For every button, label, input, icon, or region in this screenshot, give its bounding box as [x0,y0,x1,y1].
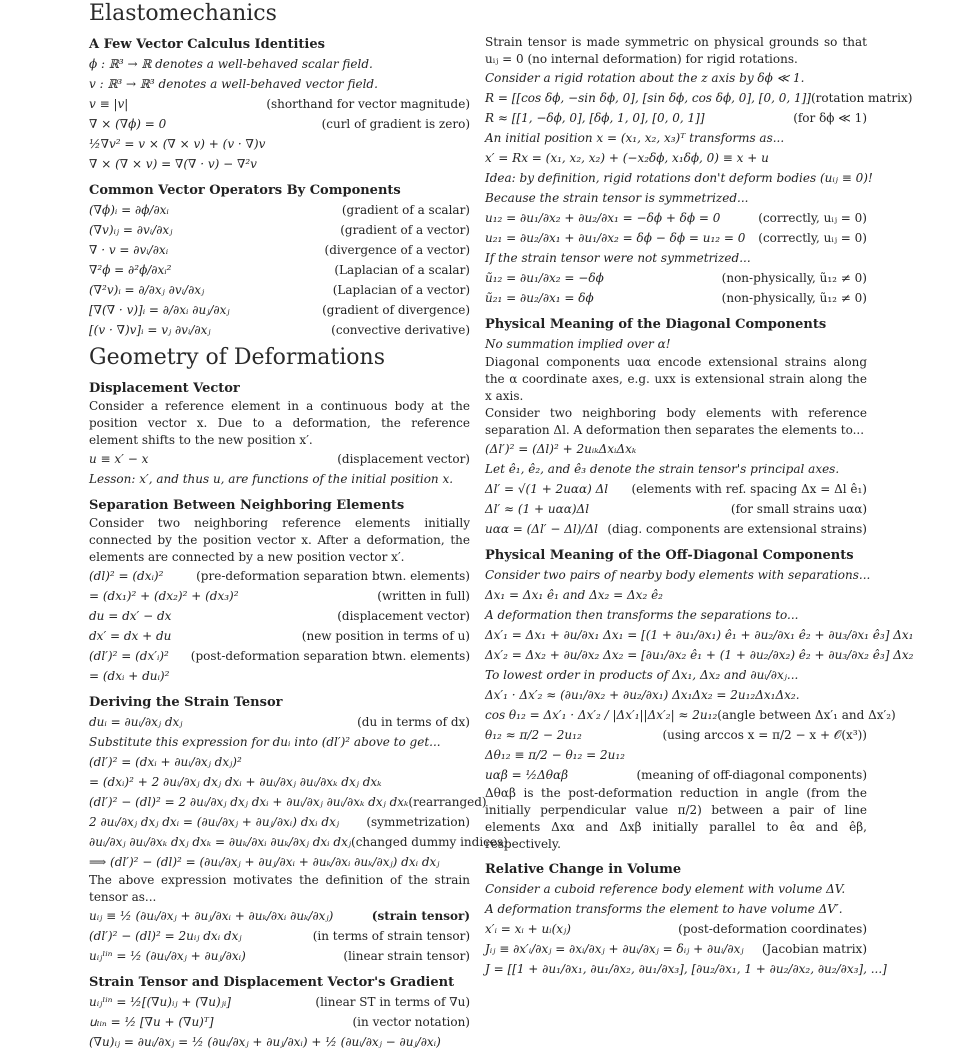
equation: x′ᵢ = xᵢ + uᵢ(xⱼ) [485,922,571,936]
equation-row [89,926,470,946]
equation-note: (post-deformation separation btwn. elements) [190,649,470,663]
equation-row [485,68,867,88]
equation: = (dxᵢ)² + 2 ∂uᵢ/∂xⱼ dxⱼ dxᵢ + ∂uᵢ/∂xⱼ ∂uᵢ/∂xₖ dxⱼ dxₖ [89,775,382,789]
equation-row [485,605,867,625]
paragraph: Consider two neighboring reference elements initially connected by the position vector x. After a deformation, the elements are connected by a new position vector x′. [89,516,470,564]
equation-note: (divergence of a vector) [324,243,470,257]
equation-note: (gradient of divergence) [322,303,470,317]
equation-row [89,94,470,114]
equation-note: (meaning of off-diagonal components) [636,768,867,782]
equation-note: (for small strains uαα) [730,502,867,516]
equation-note: (Laplacian of a scalar) [334,263,470,277]
subsection-heading: Physical Meaning of the Diagonal Components [485,317,827,332]
equation: R ≈ [[1, −δϕ, 0], [δϕ, 1, 0], [0, 0, 1]] [485,111,705,125]
equation: (∇v)ᵢⱼ = ∂vᵢ/∂xⱼ [89,223,173,237]
equation: Substitute this expression for duᵢ into (dl′)² above to get... [89,735,441,749]
paragraph: The above expression motivates the definition of the strain tensor as... [89,873,470,904]
equation: Consider a cuboid reference body element with volume ΔV. [485,882,846,896]
equation: Δx′₁ = Δx₁ + ∂u/∂x₁ Δx₁ = [(1 + ∂u₁/∂x₁) ê₁ + ∂u₂/∂x₁ ê₂ + ∂u₃/∂x₁ ê₃] Δx₁ [485,628,914,642]
equation-note: (angle between Δx′₁ and Δx′₂) [717,708,896,722]
equation: u₁₂ = ∂u₁/∂x₂ + ∂u₂/∂x₁ = −δϕ + δϕ = 0 [485,211,721,225]
section-heading: Geometry of Deformations [89,345,386,370]
equation: (∇u)ᵢⱼ = ∂uᵢ/∂xⱼ = ½ (∂uᵢ/∂xⱼ + ∂uⱼ/∂xᵢ) + ½ (∂uᵢ/∂xⱼ − ∂uⱼ/∂xᵢ) [89,1035,441,1049]
equation-row [485,108,867,128]
equation-row [89,134,470,154]
left-column [89,0,508,1052]
equation-row [89,74,470,94]
equation: Δx′₁ · Δx′₂ ≈ (∂u₁/∂x₂ + ∂u₂/∂x₁) Δx₁Δx₂ = 2u₁₂Δx₁Δx₂. [485,688,800,702]
equation-row [89,812,470,832]
subsection-heading: A Few Vector Calculus Identities [89,37,325,52]
equation-row [89,752,470,772]
equation: cos θ₁₂ = Δx′₁ · Δx′₂ / |Δx′₁||Δx′₂| ≈ 2u₁₂ [485,708,718,722]
equation: uαβ = ½Δθαβ [485,768,569,782]
equation-note: (rotation matrix) [810,91,913,105]
equation-note: (pre-deformation separation btwn. elements) [196,569,470,583]
equation-row [89,54,470,74]
paragraph: Δθαβ is the post-deformation reduction in angle (from the initially perpendicular value π/2) between a pair of line elements Δxα and Δxβ initially parallel to êα and êβ, respectively. [485,786,867,851]
equation: ∇²ϕ = ∂²ϕ/∂xᵢ² [89,263,172,277]
equation: Let ê₁, ê₂, and ê₃ denote the strain tensor's principal axes. [485,462,840,476]
equation-row [89,154,470,174]
equation-row [485,625,914,645]
equation-note: (non-physically, ũ₁₂ ≠ 0) [721,291,867,305]
equation: Δx′₂ = Δx₂ + ∂u/∂x₂ Δx₂ = [∂u₁/∂x₂ ê₁ + (1 + ∂u₂/∂x₂) ê₂ + ∂u₃/∂x₂ ê₃] Δx₂ [485,648,914,662]
equation-note: (curl of gradient is zero) [321,117,470,131]
paragraph: Diagonal components uαα encode extensional strains along the α coordinate axes, e.g. uxx is extensional strain along the x axis. [485,355,867,403]
equation-row [485,188,867,208]
subsection-heading: Strain Tensor and Displacement Vector's Gradient [89,975,455,990]
equation-note: (elements with ref. spacing Δx = Δl ê₁) [631,482,867,496]
equation-row [89,1032,470,1052]
subsection-heading: Physical Meaning of the Off-Diagonal Components [485,548,854,563]
equation: Δl′ ≈ (1 + uαα)Δl [485,502,590,516]
equation: ⟹ (dl′)² − (dl)² = (∂uᵢ/∂xⱼ + ∂uⱼ/∂xᵢ + ∂uₖ/∂xᵢ ∂uₖ/∂xⱼ) dxᵢ dxⱼ [89,855,440,869]
equation-row [89,946,470,966]
equation-row [89,586,470,606]
equation: Jᵢⱼ ≡ ∂x′ᵢ/∂xⱼ = ∂xᵢ/∂xⱼ + ∂uᵢ/∂xⱼ = δᵢⱼ + ∂uᵢ/∂xⱼ [485,942,744,956]
equation-row [485,745,867,765]
equation: ∇ × (∇ × v) = ∇(∇ · v) − ∇²v [89,157,257,171]
equation-row [89,606,470,626]
equation-note: (rearranged) [408,795,487,809]
equation-row [89,469,470,489]
equation-note: (gradient of a vector) [340,223,470,237]
equation-note: (symmetrization) [366,815,470,829]
equation: uᵢⱼ ≡ ½ (∂uᵢ/∂xⱼ + ∂uⱼ/∂xᵢ + ∂uₖ/∂xᵢ ∂uₖ/∂xⱼ) [89,909,334,923]
equation: J = [[1 + ∂u₁/∂x₁, ∂u₁/∂x₂, ∂u₁/∂x₃], [∂u₂/∂x₁, 1 + ∂u₂/∂x₂, ∂u₂/∂x₃], ...] [485,962,887,976]
equation-row [485,228,867,248]
equation-row [89,666,470,686]
equation-row [485,88,913,108]
equation-note: (Jacobian matrix) [761,942,867,956]
equation: ½∇v² = v × (∇ × v) + (v · ∇)v [89,137,266,151]
equation-row [89,280,470,300]
equation: Δθ₁₂ ≡ π/2 − θ₁₂ = 2u₁₂ [485,748,625,762]
equation-row [485,685,867,705]
paragraph: Consider a reference element in a continuous body at the position vector x. Due to a deformation, the reference element shifts to the new position x′. [89,399,470,447]
equation: u ≡ x′ − x [89,452,149,466]
equation: (∇²v)ᵢ = ∂/∂xⱼ ∂vᵢ/∂xⱼ [89,283,205,297]
paragraph: Strain tensor is made symmetric on physical grounds so that uᵢⱼ = 0 (no internal deformation) for rigid rotations. [485,35,867,66]
equation-row [485,565,871,585]
equation: ∂uᵢ/∂xⱼ ∂uᵢ/∂xₖ dxⱼ dxₖ = ∂uₖ/∂xᵢ ∂uₖ/∂xⱼ dxᵢ dxⱼ [89,835,352,849]
equation-note: (gradient of a scalar) [341,203,470,217]
equation: Δl′ = √(1 + 2uαα) Δl [485,482,609,496]
equation: v : ℝ³ → ℝ³ denotes a well-behaved vector field. [89,77,378,91]
equation-row [89,220,470,240]
subsection-heading: Deriving the Strain Tensor [89,695,283,710]
equation-row [485,899,867,919]
equation: = (dxᵢ + duᵢ)² [89,669,170,683]
equation-row [485,645,914,665]
equation-row [485,519,867,539]
equation-note: (shorthand for vector magnitude) [266,97,470,111]
equation-note: (using arccos x = π/2 − x + 𝒪(x³)) [662,728,867,742]
equation-note: (post-deformation coordinates) [678,922,867,936]
equation: A deformation transforms the element to have volume ΔV′. [485,902,843,916]
equation: (dl)² = (dxᵢ)² [89,569,164,583]
equation-row [89,832,508,852]
equation-row [485,148,867,168]
equation: uᵢⱼˡⁱⁿ = ½ (∂uᵢ/∂xⱼ + ∂uⱼ/∂xᵢ) [89,949,246,963]
equation: Consider a rigid rotation about the z axis by δϕ ≪ 1. [485,71,805,85]
equation: v ≡ |v| [89,97,129,111]
equation-note: (new position in terms of u) [301,629,470,643]
equation-row [485,288,867,308]
right-column [485,34,914,979]
equation-row [89,240,470,260]
equation: R = [[cos δϕ, −sin δϕ, 0], [sin δϕ, cos δϕ, 0], [0, 0, 1]] [485,91,811,105]
equation-row [89,1012,470,1032]
equation: u₂₁ = ∂u₂/∂x₁ + ∂u₁/∂x₂ = δϕ − δϕ = u₁₂ = 0 [485,231,746,245]
equation-note: (in vector notation) [352,1015,470,1029]
equation-row [485,959,887,979]
equation-row [485,879,867,899]
equation-note: (du in terms of dx) [357,715,470,729]
equation-note: (displacement vector) [337,609,470,623]
equation: dx′ = dx + du [89,629,172,643]
equation-note: (correctly, uᵢⱼ = 0) [758,231,867,245]
subsection-heading: Common Vector Operators By Components [89,183,401,198]
equation: ϕ : ℝ³ → ℝ denotes a well-behaved scalar field. [89,57,373,71]
equation-row [485,665,867,685]
equation-row [89,772,470,792]
equation-row [89,200,470,220]
equation-row [485,939,867,959]
equation-row [485,499,867,519]
equation: = (dx₁)² + (dx₂)² + (dx₃)² [89,589,239,603]
equation-row [485,128,867,148]
equation-row [485,334,867,354]
equation-note: (displacement vector) [337,452,470,466]
equation-row [89,114,470,134]
equation: uᵢⱼˡⁱⁿ = ½[(∇u)ᵢⱼ + (∇u)ⱼᵢ] [89,995,231,1009]
equation: 𝗎ₗᵢₙ = ½ [∇u + (∇u)ᵀ] [89,1015,214,1029]
equation: (dl′)² − (dl)² = 2uᵢⱼ dxᵢ dxⱼ [89,929,242,943]
equation-row [89,992,470,1012]
equation: duᵢ = ∂uᵢ/∂xⱼ dxⱼ [89,715,183,729]
equation: du = dx′ − dx [89,609,172,623]
equation-note: (diag. components are extensional strains) [607,522,867,536]
equation-row [89,732,470,752]
equation: Δx₁ = Δx₁ ê₁ and Δx₂ = Δx₂ ê₂ [485,588,663,602]
equation: (Δl′)² = (Δl)² + 2uᵢₖΔxᵢΔxₖ [485,442,637,456]
equation-row [485,765,867,785]
equation: Idea: by definition, rigid rotations don't deform bodies (uᵢⱼ ≡ 0)! [485,171,873,185]
equation-note: (correctly, uᵢⱼ = 0) [758,211,867,225]
subsection-heading: Relative Change in Volume [485,862,682,877]
equation-row [89,852,470,872]
equation-row [89,449,470,469]
equation-row [485,268,867,288]
subsection-heading: Separation Between Neighboring Elements [89,498,405,513]
equation: x′ = Rx = (x₁, x₂, x₂) + (−x₂δϕ, x₁δϕ, 0) ≡ x + u [485,151,769,165]
equation: ∇ · v = ∂vᵢ/∂xᵢ [89,243,169,257]
equation-row [89,906,470,926]
equation-row [485,248,867,268]
equation: If the strain tensor were not symmetrized... [485,251,751,265]
equation: A deformation then transforms the separations to... [485,608,799,622]
equation-row [485,208,867,228]
equation-row [485,585,867,605]
equation-row [89,712,470,732]
equation-row [485,168,873,188]
equation-row [485,919,867,939]
equation-note: (Laplacian of a vector) [332,283,470,297]
equation-row [485,439,867,459]
equation-note: (linear ST in terms of ∇u) [315,995,470,1009]
equation-note: (convective derivative) [331,323,470,337]
equation-note: (written in full) [377,589,470,603]
equation-row [485,705,896,725]
equation: ũ₁₂ = ∂u₁/∂x₂ = −δϕ [485,271,604,285]
subsection-heading: Displacement Vector [89,381,240,396]
equation-row [89,626,470,646]
equation: ũ₂₁ = ∂u₂/∂x₁ = δϕ [485,291,594,305]
equation-note: (changed dummy indices) [351,835,508,849]
equation: (dl′)² = (dx′ᵢ)² [89,649,169,663]
equation-row [89,320,470,340]
equation-note: (linear strain tensor) [343,949,470,963]
page-title: Elastomechanics [89,1,277,26]
equation-row [89,300,470,320]
equation: Because the strain tensor is symmetrized... [485,191,749,205]
equation-row [89,260,470,280]
equation: Lesson: x′, and thus u, are functions of the initial position x. [89,472,454,486]
equation-row [89,792,487,812]
equation: uαα = (Δl′ − Δl)/Δl [485,522,598,536]
equation-row [485,725,867,745]
equation-row [89,566,470,586]
equation-note: (non-physically, ũ₁₂ ≠ 0) [721,271,867,285]
equation: (∇ϕ)ᵢ = ∂ϕ/∂xᵢ [89,203,169,217]
equation-row [485,459,867,479]
equation-row [485,479,867,499]
equation-row [89,646,470,666]
equation: θ₁₂ ≈ π/2 − 2u₁₂ [485,728,582,742]
equation: (dl′)² − (dl)² = 2 ∂uᵢ/∂xⱼ dxⱼ dxᵢ + ∂uᵢ/∂xⱼ ∂uᵢ/∂xₖ dxⱼ dxₖ [89,795,409,809]
equation: No summation implied over α! [485,337,671,351]
equation-note: (strain tensor) [371,909,470,923]
equation: 2 ∂uᵢ/∂xⱼ dxⱼ dxᵢ = (∂uᵢ/∂xⱼ + ∂uⱼ/∂xᵢ) dxᵢ dxⱼ [89,815,340,829]
equation: [∇(∇ · v)]ᵢ = ∂/∂xᵢ ∂uⱼ/∂xⱼ [89,303,230,317]
equation-note: (for δϕ ≪ 1) [793,111,867,125]
equation: To lowest order in products of Δx₁, Δx₂ and ∂uᵢ/∂xⱼ... [485,668,799,682]
equation: [(v · ∇)v]ᵢ = vⱼ ∂vᵢ/∂xⱼ [89,323,211,337]
equation-note: (in terms of strain tensor) [312,929,470,943]
equation: ∇ × (∇ϕ) = 0 [89,117,167,131]
equation: Consider two pairs of nearby body elements with separations... [485,568,871,582]
equation: An initial position x = (x₁, x₂, x₃)ᵀ transforms as... [485,131,785,145]
equation: (dl′)² = (dxᵢ + ∂uᵢ/∂xⱼ dxⱼ)² [89,755,242,769]
paragraph: Consider two neighboring body elements with reference separation Δl. A deformation then separates the elements to... [485,406,867,437]
